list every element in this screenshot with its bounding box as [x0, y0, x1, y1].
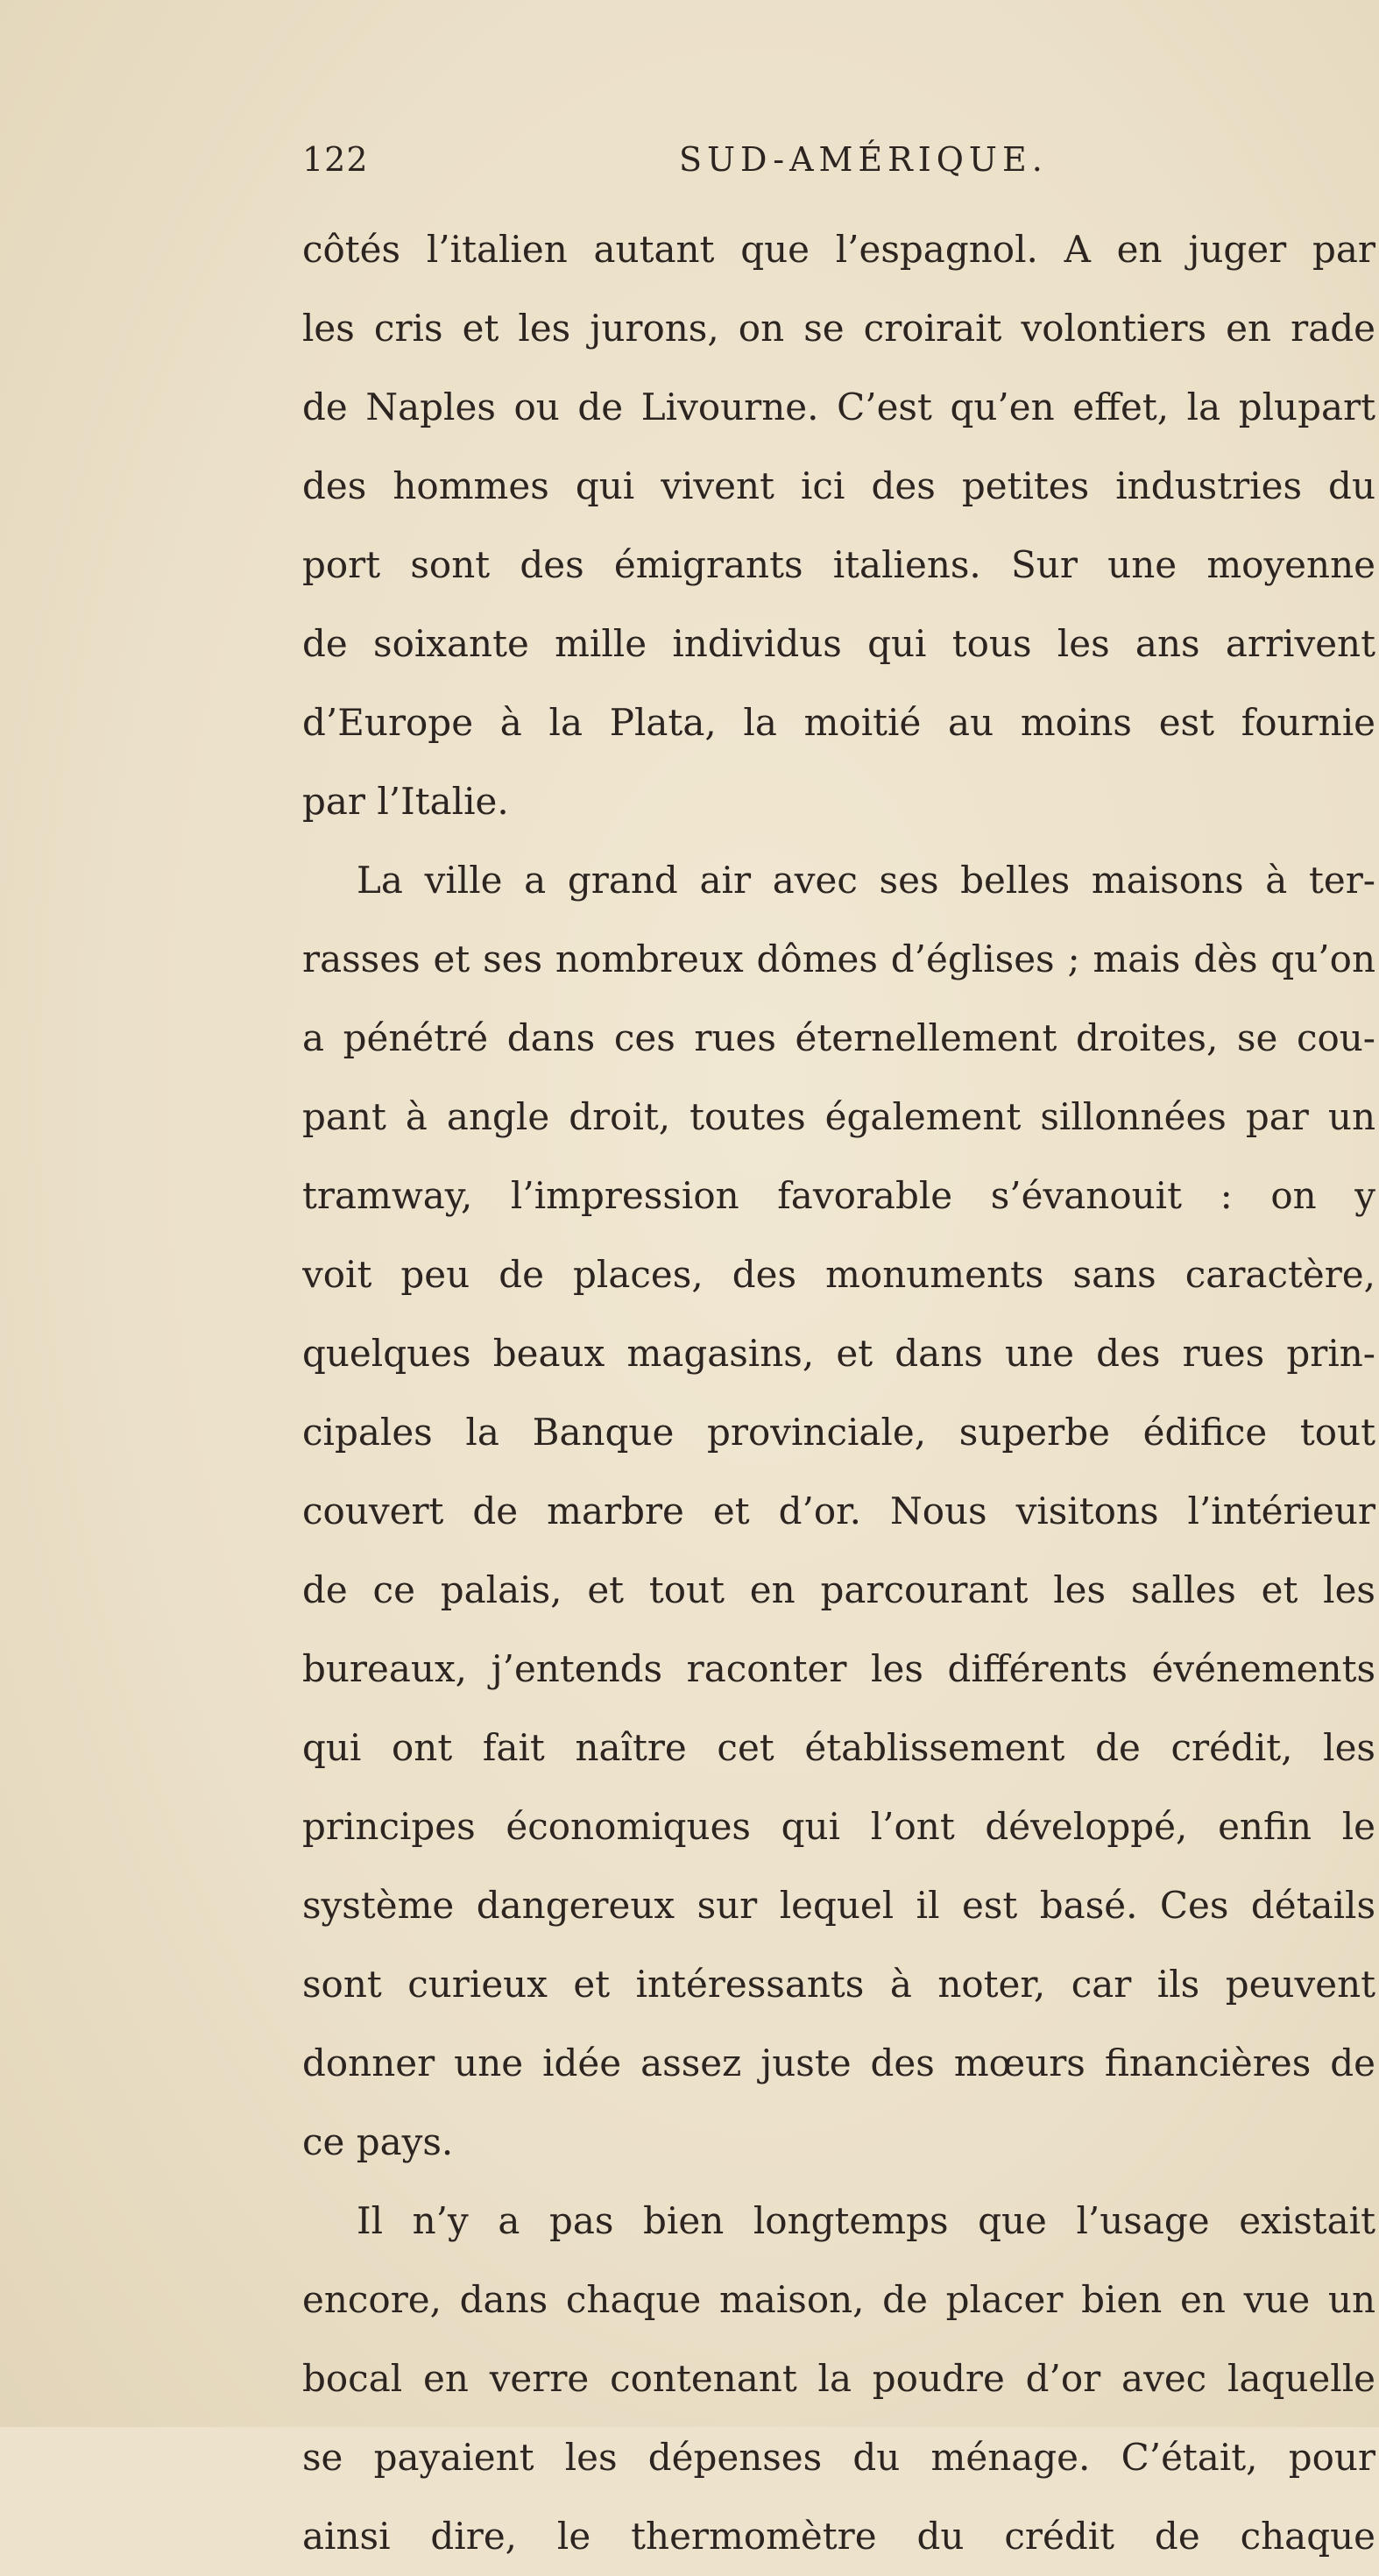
text-line: encore, dans chaque maison, de placer bien en vue un [302, 2278, 1375, 2321]
text-line: Il n’y a pas bien longtemps que l’usage existait [357, 2199, 1375, 2242]
text-line: couvert de marbre et d’or. Nous visitons l’intérieur [302, 1490, 1375, 1532]
text-line: pant à angle droit, toutes également sillonnées par un [302, 1095, 1375, 1138]
text-line: ainsi dire, le thermomètre du crédit de chaque [302, 2515, 1375, 2558]
text-line: d’Europe à la Plata, la moitié au moins est fournie [302, 701, 1375, 744]
text-line: La ville a grand air avec ses belles maisons à ter- [357, 859, 1375, 902]
text-line: cipales la Banque provinciale, superbe édifice tout [302, 1411, 1375, 1454]
text-line: qui ont fait naître cet établissement de crédit, les [302, 1726, 1375, 1769]
text-line: bocal en verre contenant la poudre d’or avec laquelle [302, 2357, 1375, 2400]
text-line: côtés l’italien autant que l’espagnol. A en juger par [302, 228, 1375, 271]
page-header [302, 140, 1375, 193]
text-line: sont curieux et intéressants à noter, car ils peuvent [302, 1963, 1375, 2006]
text-line: rasses et ses nombreux dômes d’églises ; mais dès qu’on [302, 938, 1375, 980]
text-line: de ce palais, et tout en parcourant les salles et les [302, 1568, 1375, 1611]
text-line: des hommes qui vivent ici des petites industries du [302, 464, 1375, 507]
text-line: tramway, l’impression favorable s’évanouit : on y [302, 1174, 1375, 1217]
text-line: de soixante mille individus qui tous les ans arrivent [302, 622, 1375, 665]
text-line: port sont des émigrants italiens. Sur une moyenne [302, 543, 1375, 586]
text-line: voit peu de places, des monuments sans caractère, [302, 1253, 1375, 1296]
text-line: bureaux, j’entends raconter les différents événements [302, 1647, 1375, 1690]
text-line: se payaient les dépenses du ménage. C’était, pour [302, 2436, 1375, 2479]
text-line: système dangereux sur lequel il est basé. Ces détails [302, 1884, 1375, 1927]
body-text [302, 210, 1375, 2576]
text-line: donner une idée assez juste des mœurs financières de [302, 2042, 1375, 2084]
text-line: quelques beaux magasins, et dans une des rues prin- [302, 1332, 1375, 1375]
text-line: les cris et les jurons, on se croirait volontiers en rade [302, 307, 1375, 350]
text-line: par l’Italie. [302, 780, 509, 823]
text-line: principes économiques qui l’ont développé, enfin le [302, 1805, 1375, 1848]
text-line: a pénétré dans ces rues éternellement droites, se cou- [302, 1016, 1375, 1059]
text-line: de Naples ou de Livourne. C’est qu’en effet, la plupart [302, 386, 1375, 428]
page-number: 122 [302, 140, 369, 179]
running-title: SUD-AMÉRIQUE. [679, 140, 1048, 179]
text-line: ce pays. [302, 2120, 454, 2163]
